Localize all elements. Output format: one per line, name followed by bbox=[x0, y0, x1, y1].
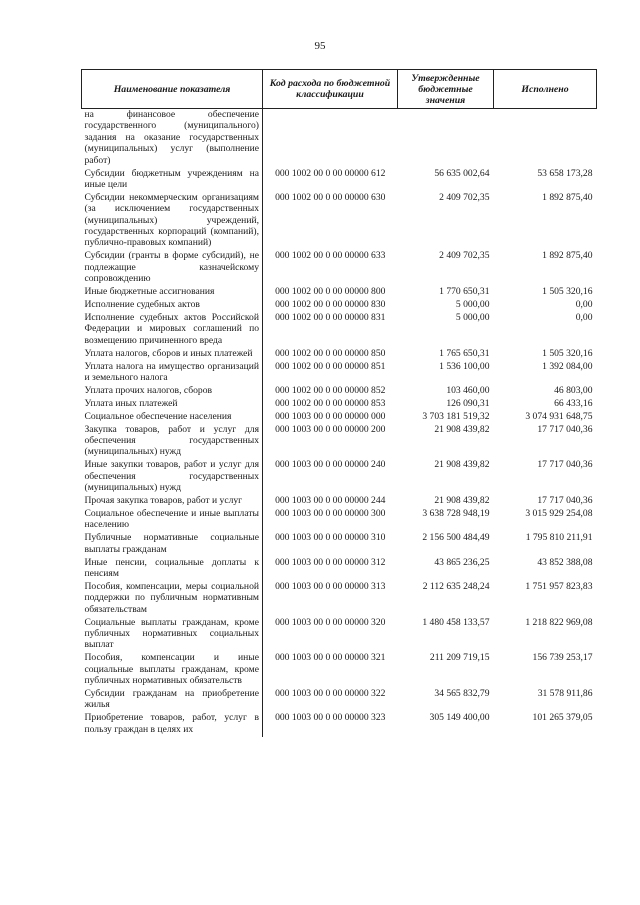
row-approved-value: 103 460,00 bbox=[446, 384, 490, 396]
header-indicator-name: Наименование показателя bbox=[82, 70, 263, 109]
row-executed-value: 1 795 810 211,91 bbox=[525, 532, 593, 544]
row-approved-value: 2 112 635 248,24 bbox=[422, 580, 490, 592]
row-approved-value: 1 480 458 133,57 bbox=[422, 616, 490, 628]
budget-execution-table bbox=[81, 69, 597, 737]
row-indicator-name: Субсидии некоммерческим организациям (за исключением государственных (муниципальных) учреждений, государственных корпораций (компаний), публично-правовых компаний) bbox=[82, 192, 263, 251]
row-executed-value: 0,00 bbox=[575, 311, 593, 323]
row-expense-code: 000 1003 00 0 00 00000 320 bbox=[275, 616, 386, 628]
row-executed-value: 31 578 911,86 bbox=[537, 688, 593, 699]
row-executed-value: 53 658 173,28 bbox=[537, 167, 593, 179]
table-row bbox=[82, 581, 597, 617]
table-row bbox=[82, 361, 597, 385]
row-executed-value: 17 717 040,36 bbox=[537, 423, 593, 435]
table-header-row bbox=[82, 70, 597, 109]
row-expense-code: 000 1003 00 0 00 00000 244 bbox=[275, 495, 386, 506]
row-executed-value: 1 505 320,16 bbox=[542, 286, 593, 298]
row-expense-code: 000 1003 00 0 00 00000 000 bbox=[275, 410, 386, 422]
header-executed: Исполнено bbox=[494, 70, 597, 109]
row-approved-value: 5 000,00 bbox=[455, 311, 490, 323]
row-expense-code: 000 1002 00 0 00 00000 851 bbox=[275, 360, 386, 372]
table-row bbox=[82, 312, 597, 348]
row-indicator-name: Субсидии (гранты в форме субсидий), не подлежащие казначейскому сопровождению bbox=[82, 250, 263, 286]
row-indicator-name: Исполнение судебных актов bbox=[82, 299, 263, 312]
row-expense-code: 000 1003 00 0 00 00000 300 bbox=[275, 507, 386, 519]
table-row bbox=[82, 424, 597, 460]
header-approved-values: Утвержденные бюджетные значения bbox=[398, 70, 494, 109]
table-row bbox=[82, 617, 597, 653]
row-indicator-name: Закупка товаров, работ и услуг для обеспечения государственных (муниципальных) нужд bbox=[82, 424, 263, 460]
row-indicator-name: Уплата налога на имущество организаций и земельного налога bbox=[82, 361, 263, 385]
row-indicator-name: Субсидии гражданам на приобретение жилья bbox=[82, 688, 263, 712]
row-approved-value: 5 000,00 bbox=[455, 299, 490, 310]
row-indicator-name: Пособия, компенсации, меры социальной поддержки по публичным нормативным обязательствам bbox=[82, 581, 263, 617]
table-row bbox=[82, 459, 597, 495]
row-approved-value: 34 565 832,79 bbox=[434, 688, 490, 699]
row-executed-value: 1 392 084,00 bbox=[542, 360, 593, 372]
row-executed-value: 1 892 875,40 bbox=[542, 250, 593, 262]
row-approved-value: 3 638 728 948,19 bbox=[422, 507, 490, 519]
table-row bbox=[82, 192, 597, 251]
row-indicator-name: Социальное обеспечение и иные выплаты населению bbox=[82, 508, 263, 532]
row-expense-code: 000 1002 00 0 00 00000 850 bbox=[275, 347, 386, 359]
row-approved-value: 126 090,31 bbox=[446, 397, 490, 409]
row-executed-value bbox=[494, 109, 597, 168]
row-executed-value: 1 892 875,40 bbox=[542, 191, 593, 203]
row-expense-code bbox=[263, 109, 398, 168]
row-approved-value: 3 703 181 519,32 bbox=[422, 410, 490, 422]
table-row bbox=[82, 532, 597, 556]
row-indicator-name: Уплата прочих налогов, сборов bbox=[82, 385, 263, 398]
row-expense-code: 000 1002 00 0 00 00000 800 bbox=[275, 286, 386, 298]
row-approved-value: 2 156 500 484,49 bbox=[422, 532, 490, 544]
table-row bbox=[82, 652, 597, 688]
row-executed-value: 1 751 957 823,83 bbox=[525, 580, 593, 592]
table-row bbox=[82, 495, 597, 508]
row-expense-code: 000 1002 00 0 00 00000 853 bbox=[275, 397, 386, 409]
row-approved-value: 21 908 439,82 bbox=[434, 423, 490, 435]
table-row bbox=[82, 385, 597, 398]
header-expense-code: Код расхода по бюджетной классификации bbox=[263, 70, 398, 109]
row-approved-value: 305 149 400,00 bbox=[429, 712, 490, 724]
row-executed-value: 3 015 929 254,08 bbox=[525, 507, 593, 519]
row-indicator-name: Исполнение судебных актов Российской Федерации и мировых соглашений по возмещению причиненного вреда bbox=[82, 312, 263, 348]
table-row bbox=[82, 250, 597, 286]
row-expense-code: 000 1002 00 0 00 00000 630 bbox=[275, 191, 386, 203]
page-number: 95 bbox=[314, 40, 326, 52]
row-expense-code: 000 1003 00 0 00 00000 321 bbox=[275, 652, 386, 664]
row-expense-code: 000 1003 00 0 00 00000 240 bbox=[275, 459, 386, 471]
row-expense-code: 000 1003 00 0 00 00000 313 bbox=[275, 580, 386, 592]
row-approved-value: 1 770 650,31 bbox=[439, 286, 490, 298]
row-approved-value: 2 409 702,35 bbox=[439, 191, 490, 203]
table-row bbox=[82, 109, 597, 168]
row-approved-value bbox=[398, 109, 494, 168]
row-approved-value: 21 908 439,82 bbox=[434, 495, 490, 506]
row-expense-code: 000 1003 00 0 00 00000 312 bbox=[275, 556, 386, 568]
row-approved-value: 21 908 439,82 bbox=[434, 459, 490, 471]
row-executed-value: 101 265 379,05 bbox=[532, 712, 593, 724]
row-indicator-name: Уплата налогов, сборов и иных платежей bbox=[82, 348, 263, 361]
row-indicator-name: Социальные выплаты гражданам, кроме публичных нормативных социальных выплат bbox=[82, 617, 263, 653]
row-expense-code: 000 1002 00 0 00 00000 633 bbox=[275, 250, 386, 262]
row-executed-value: 46 803,00 bbox=[554, 384, 593, 396]
row-expense-code: 000 1003 00 0 00 00000 323 bbox=[275, 712, 386, 724]
row-executed-value: 43 852 388,08 bbox=[537, 556, 593, 568]
row-indicator-name: Прочая закупка товаров, работ и услуг bbox=[82, 495, 263, 508]
table-row bbox=[82, 688, 597, 712]
row-indicator-name: Публичные нормативные социальные выплаты гражданам bbox=[82, 532, 263, 556]
row-executed-value: 17 717 040,36 bbox=[537, 495, 593, 506]
row-indicator-name: Иные пенсии, социальные доплаты к пенсиям bbox=[82, 557, 263, 581]
row-expense-code: 000 1002 00 0 00 00000 852 bbox=[275, 384, 386, 396]
table-body bbox=[82, 109, 597, 737]
table-row bbox=[82, 508, 597, 532]
row-approved-value: 2 409 702,35 bbox=[439, 250, 490, 262]
row-executed-value: 156 739 253,17 bbox=[532, 652, 593, 664]
row-indicator-name: Иные бюджетные ассигнования bbox=[82, 286, 263, 299]
row-expense-code: 000 1002 00 0 00 00000 612 bbox=[275, 167, 386, 179]
row-indicator-name: Пособия, компенсации и иные социальные выплаты гражданам, кроме публичных нормативных обязательств bbox=[82, 652, 263, 688]
row-approved-value: 1 765 650,31 bbox=[439, 347, 490, 359]
row-approved-value: 43 865 236,25 bbox=[434, 556, 490, 568]
row-executed-value: 0,00 bbox=[575, 299, 593, 310]
row-expense-code: 000 1002 00 0 00 00000 830 bbox=[275, 299, 386, 310]
row-expense-code: 000 1003 00 0 00 00000 322 bbox=[275, 688, 386, 699]
row-indicator-name: Иные закупки товаров, работ и услуг для обеспечения государственных (муниципальных) нужд bbox=[82, 459, 263, 495]
row-executed-value: 3 074 931 648,75 bbox=[525, 410, 593, 422]
row-indicator-name: Уплата иных платежей bbox=[82, 398, 263, 411]
row-expense-code: 000 1003 00 0 00 00000 200 bbox=[275, 423, 386, 435]
row-indicator-name: Субсидии бюджетным учреждениям на иные цели bbox=[82, 168, 263, 192]
table-row bbox=[82, 299, 597, 312]
row-executed-value: 1 505 320,16 bbox=[542, 347, 593, 359]
row-approved-value: 211 209 719,15 bbox=[429, 652, 490, 664]
row-executed-value: 66 433,16 bbox=[554, 397, 593, 409]
row-executed-value: 1 218 822 969,08 bbox=[525, 616, 593, 628]
table-row bbox=[82, 348, 597, 361]
row-expense-code: 000 1002 00 0 00 00000 831 bbox=[275, 311, 386, 323]
row-indicator-name: на финансовое обеспечение государственного (муниципального) задания на оказание государственных (муниципальных) услуг (выполнение работ) bbox=[82, 109, 263, 168]
table-row bbox=[82, 168, 597, 192]
table-row bbox=[82, 398, 597, 411]
row-expense-code: 000 1003 00 0 00 00000 310 bbox=[275, 532, 386, 544]
row-approved-value: 1 536 100,00 bbox=[439, 360, 490, 372]
table-row bbox=[82, 286, 597, 299]
table-row bbox=[82, 712, 597, 736]
table-row bbox=[82, 557, 597, 581]
row-indicator-name: Приобретение товаров, работ, услуг в пользу граждан в целях их bbox=[82, 712, 263, 736]
row-approved-value: 56 635 002,64 bbox=[434, 167, 490, 179]
row-indicator-name: Социальное обеспечение населения bbox=[82, 411, 263, 424]
table-row bbox=[82, 411, 597, 424]
row-executed-value: 17 717 040,36 bbox=[537, 459, 593, 471]
